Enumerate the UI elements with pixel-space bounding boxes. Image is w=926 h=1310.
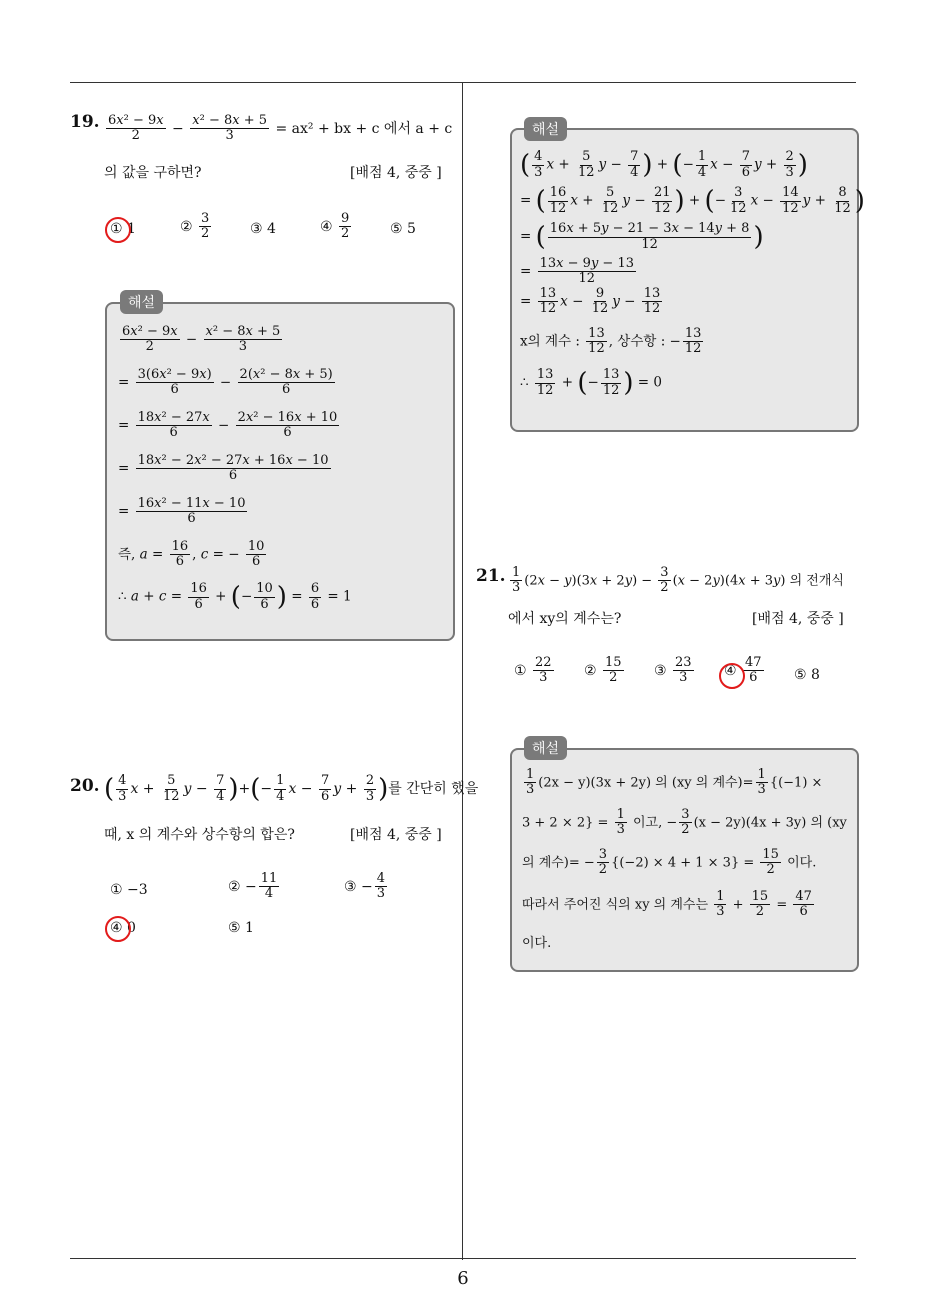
sol20-step7: ∴ $\frac{13}{12}$ + (− $\frac{13}{12}$ ) = 0 (520, 367, 662, 398)
q19-option-2[interactable]: ② $\frac{3}{2}$ (180, 211, 210, 242)
q19-option-1[interactable]: ① 1 (110, 221, 136, 237)
q20-option-1[interactable]: ① −3 (110, 882, 148, 898)
q21-option-3[interactable]: ③ $\frac{23}{3}$ (654, 655, 692, 686)
sol19-step5: = $\frac{\text{16x² − 11x − 10}}{6}$ (118, 496, 246, 527)
sol20-step2: = ( $\frac{16}{12}$ x + $\frac{5}{12}$ y − $\frac{21}{12}$ ) + (− $\frac{3}{12}$ x − $\frac{14}{12}$ y + $\frac{8}{12}$ ) (520, 185, 865, 216)
q19-score: [배점 4, 중중 ] (350, 165, 442, 181)
q21-option-5[interactable]: ⑤ 8 (794, 667, 820, 683)
column-divider (462, 82, 463, 1260)
q20-option-3[interactable]: ③ − $\frac{4}{3}$ (344, 871, 386, 902)
solution-tag: 해설 (524, 736, 567, 760)
q19-line2: 의 값을 구하면? (104, 165, 202, 181)
q21-option-1[interactable]: ① $\frac{22}{3}$ (514, 655, 552, 686)
q20-line2: 때, x 의 계수와 상수항의 합은? (104, 827, 295, 843)
q19-option-4[interactable]: ④ $\frac{9}{2}$ (320, 211, 350, 242)
question-21 (476, 566, 506, 586)
q20-score: [배점 4, 중중 ] (350, 827, 442, 843)
sol21-line5: 이다. (522, 936, 552, 951)
sol20-step3: = ( $\frac{16x + 5y - 21 - 3x - 14y + 8}{12}$ ) (520, 221, 764, 252)
question-number: 19. (70, 112, 100, 132)
sol20-step6: x의 계수 : $\frac{13}{12}$ , 상수항 : − $\frac{13}{12}$ (520, 326, 702, 357)
solution-tag: 해설 (120, 290, 163, 314)
q19-option-3[interactable]: ③ 4 (250, 221, 276, 237)
sol21-line1: $\frac{1}{3}$ (2x − y)(3x + 2y) 의 (xy 의 계수)= $\frac{1}{3}$ {(−1) × (526, 767, 823, 798)
q20-expression: ( $\frac{4}{3}$ x + $\frac{5}{12}$ y − $\frac{7}{4}$ )+(− $\frac{1}{4}$ x − $\frac{7}{6}$ y + $\frac{2}{3}$ )를 간단히 했을 (104, 773, 479, 804)
sol19-step7: ∴ a + c = $\frac{16}{6}$ + (− $\frac{10}{6}$ ) = $\frac{6}{6}$ = 1 (118, 581, 352, 612)
sol19-step3: = $\frac{\text{18x² − 27x}}{6}$ − $\frac{\text{2x² − 16x + 10}}{6}$ (118, 410, 338, 441)
q19-option-5[interactable]: ⑤ 5 (390, 221, 416, 237)
q21-option-2[interactable]: ② $\frac{15}{2}$ (584, 655, 622, 686)
q21-expression: $\frac{1}{3}$ (2x − y)(3x + 2y) − $\frac{3}{2}$ (x − 2y)(4x + 3y) 의 전개식 (512, 565, 844, 596)
sol21-line4: 따라서 주어진 식의 xy 의 계수는 $\frac{1}{3}$ + $\frac{15}{2}$ = $\frac{47}{6}$ (522, 889, 812, 920)
answer-mark (719, 663, 745, 689)
sol19-step2: = $\frac{\text{3(6x² − 9x)}}{6}$ − $\frac{\text{2(x² − 8x + 5)}}{6}$ (118, 367, 333, 398)
solution-tag: 해설 (524, 117, 567, 141)
page-number: 6 (457, 1268, 469, 1289)
sol19-step1: $\frac{\text{6x² − 9x}}{2}$ − $\frac{\text{x² − 8x + 5}}{3}$ (122, 324, 281, 355)
q21-option-4[interactable]: ④ $\frac{47}{6}$ (724, 655, 762, 686)
top-rule (70, 82, 856, 83)
q20-option-5[interactable]: ⑤ 1 (228, 920, 254, 936)
sol20-step1: ( $\frac{4}{3}$ x + $\frac{5}{12}$ y − $\frac{7}{4}$ ) + (− $\frac{1}{4}$ x − $\frac{7}{6}$ y + $\frac{2}{3}$ ) (520, 149, 808, 180)
question-20 (70, 776, 100, 796)
q20-option-2[interactable]: ② − $\frac{11}{4}$ (228, 871, 278, 902)
q21-line2: 에서 xy의 계수는? (508, 611, 622, 627)
sol21-line2: 3 + 2 × 2} = $\frac{1}{3}$ 이고, − $\frac{3}{2}$ (x − 2y)(4x + 3y) 의 (xy (522, 807, 847, 838)
answer-mark (105, 916, 131, 942)
sol21-line3: 의 계수)= − $\frac{3}{2}$ {(−2) × 4 + 1 × 3} = $\frac{15}{2}$ 이다. (522, 847, 817, 878)
answer-mark (105, 217, 131, 243)
sol19-step6: 즉, a = $\frac{16}{6}$ , c = − $\frac{10}{6}$ (118, 539, 265, 570)
question-number: 20. (70, 776, 100, 796)
q20-option-4[interactable]: ④ 0 (110, 920, 136, 936)
q21-score: [배점 4, 중중 ] (752, 611, 844, 627)
question-19 (70, 112, 100, 132)
sol20-step5: = $\frac{13}{12}$ x − $\frac{9}{12}$ y − $\frac{13}{12}$ (520, 286, 661, 317)
question-number: 21. (476, 566, 506, 586)
sol20-step4: = $\frac{13x - 9y - 13}{12}$ (520, 256, 634, 287)
bottom-rule (70, 1258, 856, 1259)
q19-expression: $\frac{\text{6x² − 9x}}{2}$ − $\frac{\text{x² − 8x + 5}}{3}$ = ax² + bx + c 에서 a + c (108, 113, 453, 144)
sol19-step4: = $\frac{\text{18x² − 2x² − 27x + 16x − 10}}{6}$ (118, 453, 329, 484)
